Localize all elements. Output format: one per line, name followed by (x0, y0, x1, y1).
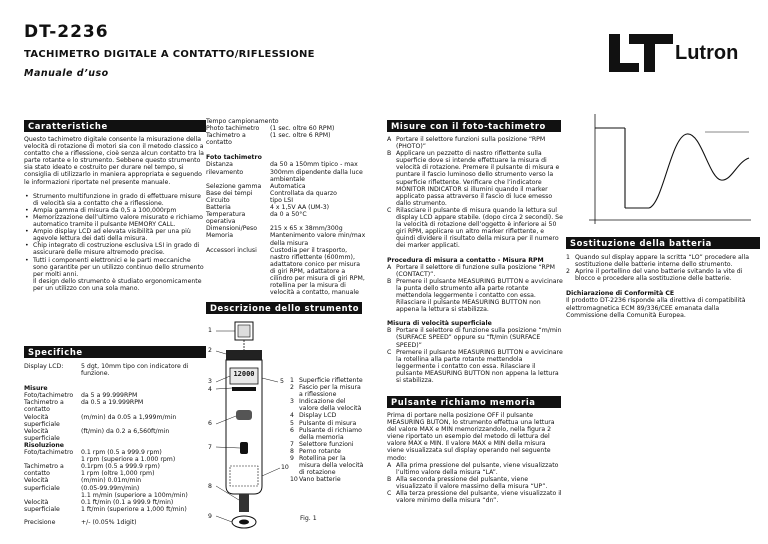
foto-tach-heading: Misure con il foto-tachimetro (387, 120, 561, 132)
spec-row (206, 183, 366, 190)
document-subtitle: TACHIMETRO DIGITALE A CONTATTO/RIFLESSIONE (24, 49, 315, 60)
legend-number: 6 (290, 426, 294, 434)
spec-value (81, 463, 160, 477)
step-item (387, 462, 563, 476)
conformita-text: Il prodotto DT-2236 risponde alla direttiva di compatibilità elettromagnetica ECM 89/336/CEE emanata dalla Commissione della Comunità Europea. (566, 297, 746, 319)
legend-number: 10 (290, 476, 298, 484)
spec-label: Precisione (24, 518, 56, 526)
spec-row (24, 428, 206, 442)
spec-label: Photo tachimetro (206, 125, 260, 133)
foto-tach-body (387, 136, 563, 384)
caratteristiche-list (24, 193, 204, 278)
misure-heading: Misure (24, 385, 48, 393)
caratteristiche-outro: Il design dello strumento è studiato ergonomicamente per un utilizzo con una sola mano. (33, 277, 202, 292)
step-text: Alla prima pressione del pulsante, viene visualizzato l’ultimo valore della misura “LA”. (396, 461, 559, 476)
callout-number: 4 (208, 386, 212, 393)
spec-value: da 0.5 a 19.999RPM (81, 399, 144, 407)
spec-label: Foto/tachimetro (24, 449, 74, 457)
spec-value: tipo LSI (270, 196, 294, 204)
spec-label: Velocità superficiale (24, 427, 60, 442)
caratteristiche-body (24, 136, 204, 292)
spec-value: 215 x 65 x 38mm/300g (270, 225, 343, 233)
step-item (387, 150, 563, 207)
caratteristiche-heading: Caratteristiche (24, 120, 206, 132)
spec-label: Tachimetro a contatto (24, 399, 64, 414)
spec-value: (1 sec. oltre 6 RPM) (270, 132, 331, 140)
spec-line: 1 ft/min (superiore a 1,000 ft/min) (81, 505, 187, 513)
spec-line: 1.1 m/min (superiore a 100m/min) (81, 491, 188, 499)
conformita-heading: Dichiarazione di Conformità CE (566, 290, 675, 298)
figure-caption: Fig. 1 (300, 515, 317, 522)
legend-item (290, 448, 366, 455)
list-item: • Tutti i componenti elettronici e le parti meccaniche sono garantite per un utilizzo continuo dello strumento per molti anni. (33, 257, 204, 278)
legend-text: Pulsante di misura (299, 419, 357, 427)
spec-row (24, 399, 206, 413)
spec-value: (1 sec. oltre 60 RPM) (270, 125, 335, 133)
step-item (387, 349, 563, 384)
specifiche-body (24, 363, 206, 526)
legend-number: 2 (290, 384, 294, 392)
step-text: Portare il selettore di funzione sulla posizione “RPM (CONTACT)”. (396, 263, 555, 278)
spec-label: Velocità superficiale (24, 413, 60, 428)
step-key: C (387, 348, 392, 356)
function-selector-shape (240, 442, 248, 454)
step-item (387, 476, 563, 490)
step-item (566, 268, 758, 282)
tempo-heading: Tempo campionamento (206, 118, 279, 125)
step-item (387, 490, 563, 504)
step-item (387, 327, 563, 348)
measure-button-shape (236, 410, 252, 420)
spec-row (206, 190, 366, 197)
callout-number: 6 (208, 420, 212, 427)
spec-value: Controllata da quarzo (270, 189, 337, 197)
spec-row (24, 463, 206, 477)
spec-label: Tachimetro a contatto (24, 463, 64, 478)
spec-value: (ft/min) da 0.2 a 6,560ft/min (81, 427, 170, 435)
waveform-graphic (585, 110, 755, 230)
pulsante-intro: Prima di portare nella posizione OFF il pulsante MEASURING BUTON, lo strumento effettua una lettura del valore MAX e MIN memorizzandolo, nella figura 2 viene riportato un esempio del metodo di lettura del valore MAX e MIN. Il valore MAX e MIN della misura viene visualizzata sul display operando nel seguente modo: (387, 412, 555, 462)
step-key: 2 (566, 268, 570, 276)
legend-item (290, 427, 366, 441)
legend-text: Indicazione del valore della velocità (299, 398, 362, 413)
spec-label: Velocità superficiale (24, 477, 60, 492)
legend-number: 3 (290, 398, 294, 406)
legend-text: Perno rotante (299, 447, 341, 455)
spec-label: Temperatura operativa (206, 211, 246, 226)
spec-value (81, 499, 187, 513)
spec-line: 1 rpm (oltre 1,000 rpm) (81, 470, 155, 478)
step-key: B (387, 150, 392, 158)
legend-number: 9 (290, 455, 294, 463)
legend-number: 5 (290, 419, 294, 427)
step-text: Aprire il portellino del vano batterie svitando la vite di blocco e procedere alla sostituzione delle batterie. (575, 268, 743, 283)
spec-value (81, 449, 175, 463)
spec-value: (m/min) da 0.05 a 1,999m/min (81, 413, 177, 421)
instrument-legend (290, 377, 366, 483)
step-key: C (387, 206, 392, 214)
spec-line: (0.05-99.99m/min) (81, 484, 140, 492)
list-item: • Ampio display LCD ad elevata visibilità per una più agevole lettura dei dati della misura. (33, 228, 204, 242)
spec-value: Mantenimento valore min/max della misura (270, 232, 366, 247)
list-item: • Strumento multifunzione in grado di effettuare misure di velocità sia a contatto che a riflessione. (33, 193, 204, 207)
spec-label: Base dei tempi (206, 189, 253, 197)
step-text: Alla seconda pressione del pulsante, viene visualizzato il valore massimo della misura “UP”. (396, 475, 548, 490)
spec-label: Batteria (206, 204, 231, 212)
step-text: Rilasciare il pulsante di misura quando la lettura sul display LCD appare stabile. (dopo circa 2 secondi). Se la velocità di rotazione dell’oggetto è inferiore ai 50 giri RPM, applicare un altro marker riflettente, e quindi dividere il risultato della misura per il numero dei marker applicati. (396, 206, 563, 250)
list-item: • Ampia gamma di misura da 0,5 a 100,000rpm (33, 207, 204, 214)
spec-value: da 50 a 150mm tipico - max 300mm dipendente dalla luce ambientale (270, 161, 363, 183)
caratteristiche-intro: Questo tachimetro digitale consente la misurazione della velocità di rotazione di motori sia con il metodo classico a contatto che a riflessione, cioè senza alcun contatto tra la parte rotante e lo strumento. Sebbene questo strumento sia stato ideato e costruito per durare nel tempo, si consiglia di utilizzarlo in maniera appropriata e seguendo le informazioni riportate nel presente manuale. (24, 136, 204, 186)
spec-row (206, 161, 366, 182)
callout-number: 10 (281, 464, 289, 471)
legend-text: Pulsante di richiamo della memoria (299, 426, 362, 441)
specifiche-heading: Specifiche (24, 346, 206, 358)
list-item: • Chip integrato di costruzione esclusiva LSI in grado di assicurare delle misure altremodo precise. (33, 242, 204, 256)
spec-label: Circuito (206, 196, 230, 204)
spec-label: Foto/tachimetro (24, 392, 74, 400)
spec-row (24, 414, 206, 428)
manual-label: Manuale d’uso (24, 68, 109, 79)
step-text: Portare il selettore di funzione sulla posizione “m/min (SURFACE SPEED” oppure su “ft/min (SURFACE SPEED)” (396, 327, 562, 349)
spec-row (206, 232, 366, 246)
spec-row (24, 363, 206, 377)
spec-value (81, 477, 188, 498)
spec-value: +/- (0.05% 1digit) (81, 518, 137, 526)
step-key: B (387, 475, 392, 483)
step-text: Portare il selettore funzioni sulla posizione “RPM (PHOTO)” (396, 136, 546, 151)
lutron-logo (607, 32, 741, 76)
legend-number: 4 (290, 412, 294, 420)
spec-line: 0.1rpm (0.5 a 999.9 rpm) (81, 463, 160, 471)
callout-number: 7 (208, 444, 212, 451)
spec-value: da 0 a 50°C (270, 211, 307, 219)
memory-waveform-figure (585, 110, 755, 230)
spec-row (206, 132, 366, 146)
callout-number: 8 (208, 483, 212, 490)
legend-item (290, 398, 366, 412)
photo-head-shape (226, 350, 262, 360)
sostituzione-heading: Sostituzione della batteria (566, 237, 760, 249)
spec-value: 4 x 1,5V AA (UM-3) (270, 204, 330, 212)
legend-text: Fascio per la misura a riflessione (299, 384, 361, 399)
sostituzione-body (566, 254, 758, 319)
spec-line: 1 rpm (superiore a 1.000 rpm) (81, 456, 176, 464)
spec-row (24, 477, 206, 498)
spec-label: Distanza rilevamento (206, 161, 244, 176)
spec-line: 0.1 ft/min (0.1 a 999.9 ft/min) (81, 498, 174, 506)
spec-value: Custodia per il trasporto, nastro riflettente (600mm), adattatore conico per misura di giri RPM, adattatore a cilindro per misura di giri RPM, rotellina per la misura di velocità a contatto, manuale (270, 246, 365, 297)
step-item (387, 264, 563, 278)
spec-row (206, 225, 366, 232)
spec-label: Memoria (206, 232, 234, 240)
spec-label: Velocità superficiale (24, 498, 60, 513)
list-item: • Memorizzazione dell’ultimo valore misurato e richiamo automatico tramite il pulsante MEMORY CALL. (33, 214, 204, 228)
rotating-pin-shape (239, 494, 249, 512)
callout-number: 9 (208, 513, 212, 520)
spec-row (24, 519, 206, 526)
step-text: Applicare un pezzetto di nastro riflettente sulla superficie dove si intende effettuare la misura di velocità di rotazione. Premere il pulsante di misura e puntare il fascio luminoso dello strumento verso la superficie riflettente. Verificare che l’indicatore MONITOR INDICATOR si illumini quando il marker applicato passa attraverso il fascio di luce emesso dallo strumento. (396, 150, 560, 207)
step-key: A (387, 263, 392, 271)
pulsante-heading: Pulsante richiamo memoria (387, 396, 561, 408)
legend-text: Display LCD (299, 412, 337, 420)
step-item (566, 254, 758, 268)
spec-label: Accessori inclusi (206, 246, 257, 254)
model-title: DT-2236 (24, 22, 109, 42)
spec-row (206, 125, 366, 132)
legend-item (290, 476, 366, 483)
spec-label: Tachimetro a contatto (206, 132, 246, 147)
spec-row (24, 449, 206, 463)
callout-number: 1 (208, 327, 212, 334)
legend-item (290, 441, 366, 448)
step-item (387, 278, 563, 313)
step-key: B (387, 277, 392, 285)
legend-text: Vano batterie (299, 476, 341, 484)
step-text: Premere il pulsante MEASURING BUTTON e avvicinare la punta dello strumento alla parte rotante mettendola leggermente i contatto con essa. Rilasciare il pulsante MEASURING BUTTON non appena la lettura si stabilizza. (396, 277, 563, 314)
spec-value: 5 dgt, 10mm tipo con indicatore di funzione. (81, 363, 189, 378)
callout-number: 3 (208, 378, 212, 385)
foto-heading: Foto tachimetro (206, 154, 262, 162)
contatto-heading: Procedura di misura a contatto - Misura RPM (387, 256, 544, 264)
spec-row (24, 499, 206, 513)
legend-item (290, 377, 366, 384)
legend-number: 7 (290, 440, 294, 448)
legend-item (290, 420, 366, 427)
callout-number: 2 (208, 347, 212, 354)
spec-line: 0.1 rpm (0.5 a 999.9 rpm) (81, 449, 162, 457)
step-key: A (387, 461, 392, 469)
legend-item (290, 412, 366, 419)
spec-label: Selezione gamma (206, 182, 262, 190)
legend-number: 1 (290, 377, 294, 384)
spec-label: Display LCD: (24, 363, 64, 370)
step-key: A (387, 136, 392, 143)
lcd-reading: 12000 (233, 370, 255, 378)
risoluzione-heading: Risoluzione (24, 441, 64, 449)
legend-number: 8 (290, 447, 294, 455)
spec-value: Automatica (270, 182, 306, 190)
step-key: C (387, 490, 392, 498)
legend-item (290, 455, 366, 476)
step-key: B (387, 327, 392, 335)
spec-row (206, 197, 366, 204)
tempo-section (206, 118, 366, 296)
descrizione-heading: Descrizione dello strumento (206, 302, 362, 314)
spec-row (24, 392, 206, 399)
legend-text: Superficie riflettente (299, 377, 363, 384)
step-item (387, 207, 563, 250)
spec-line: (m/min) 0.01m/min (81, 477, 142, 485)
spec-value: da 5 a 99.999RPM (81, 392, 138, 400)
spec-row (206, 247, 366, 297)
spec-row (206, 211, 366, 225)
legend-text: Rotellina per la misura della velocità di rotazione (299, 455, 364, 477)
legend-item (290, 384, 366, 398)
step-text: Alla terza pressione del pulsante, viene visualizzato il valore minimo della misura “dn”. (396, 490, 562, 505)
brand-name: Lutron (675, 42, 739, 64)
legend-text: Selettore funzioni (299, 440, 354, 448)
callout-number: 5 (280, 378, 284, 385)
step-text: Quando sul display appare la scritta “LO” procedere alla sostituzione delle batterie interne dello strumento. (575, 254, 749, 269)
step-key: 1 (566, 254, 570, 261)
velocita-heading: Misura di velocità superficiale (387, 320, 492, 328)
pulsante-body (387, 412, 563, 504)
step-text: Premere il pulsante MEASURING BUTTON e avvicinare la rotellina alla parte rotante mettendola leggermente i contatto con essa. Rilasciare il pulsante MEASURING BUTTON non appena la lettura si stabilizza. (396, 348, 563, 384)
spec-label: Dimensioni/Peso (206, 225, 258, 233)
step-item (387, 136, 563, 150)
